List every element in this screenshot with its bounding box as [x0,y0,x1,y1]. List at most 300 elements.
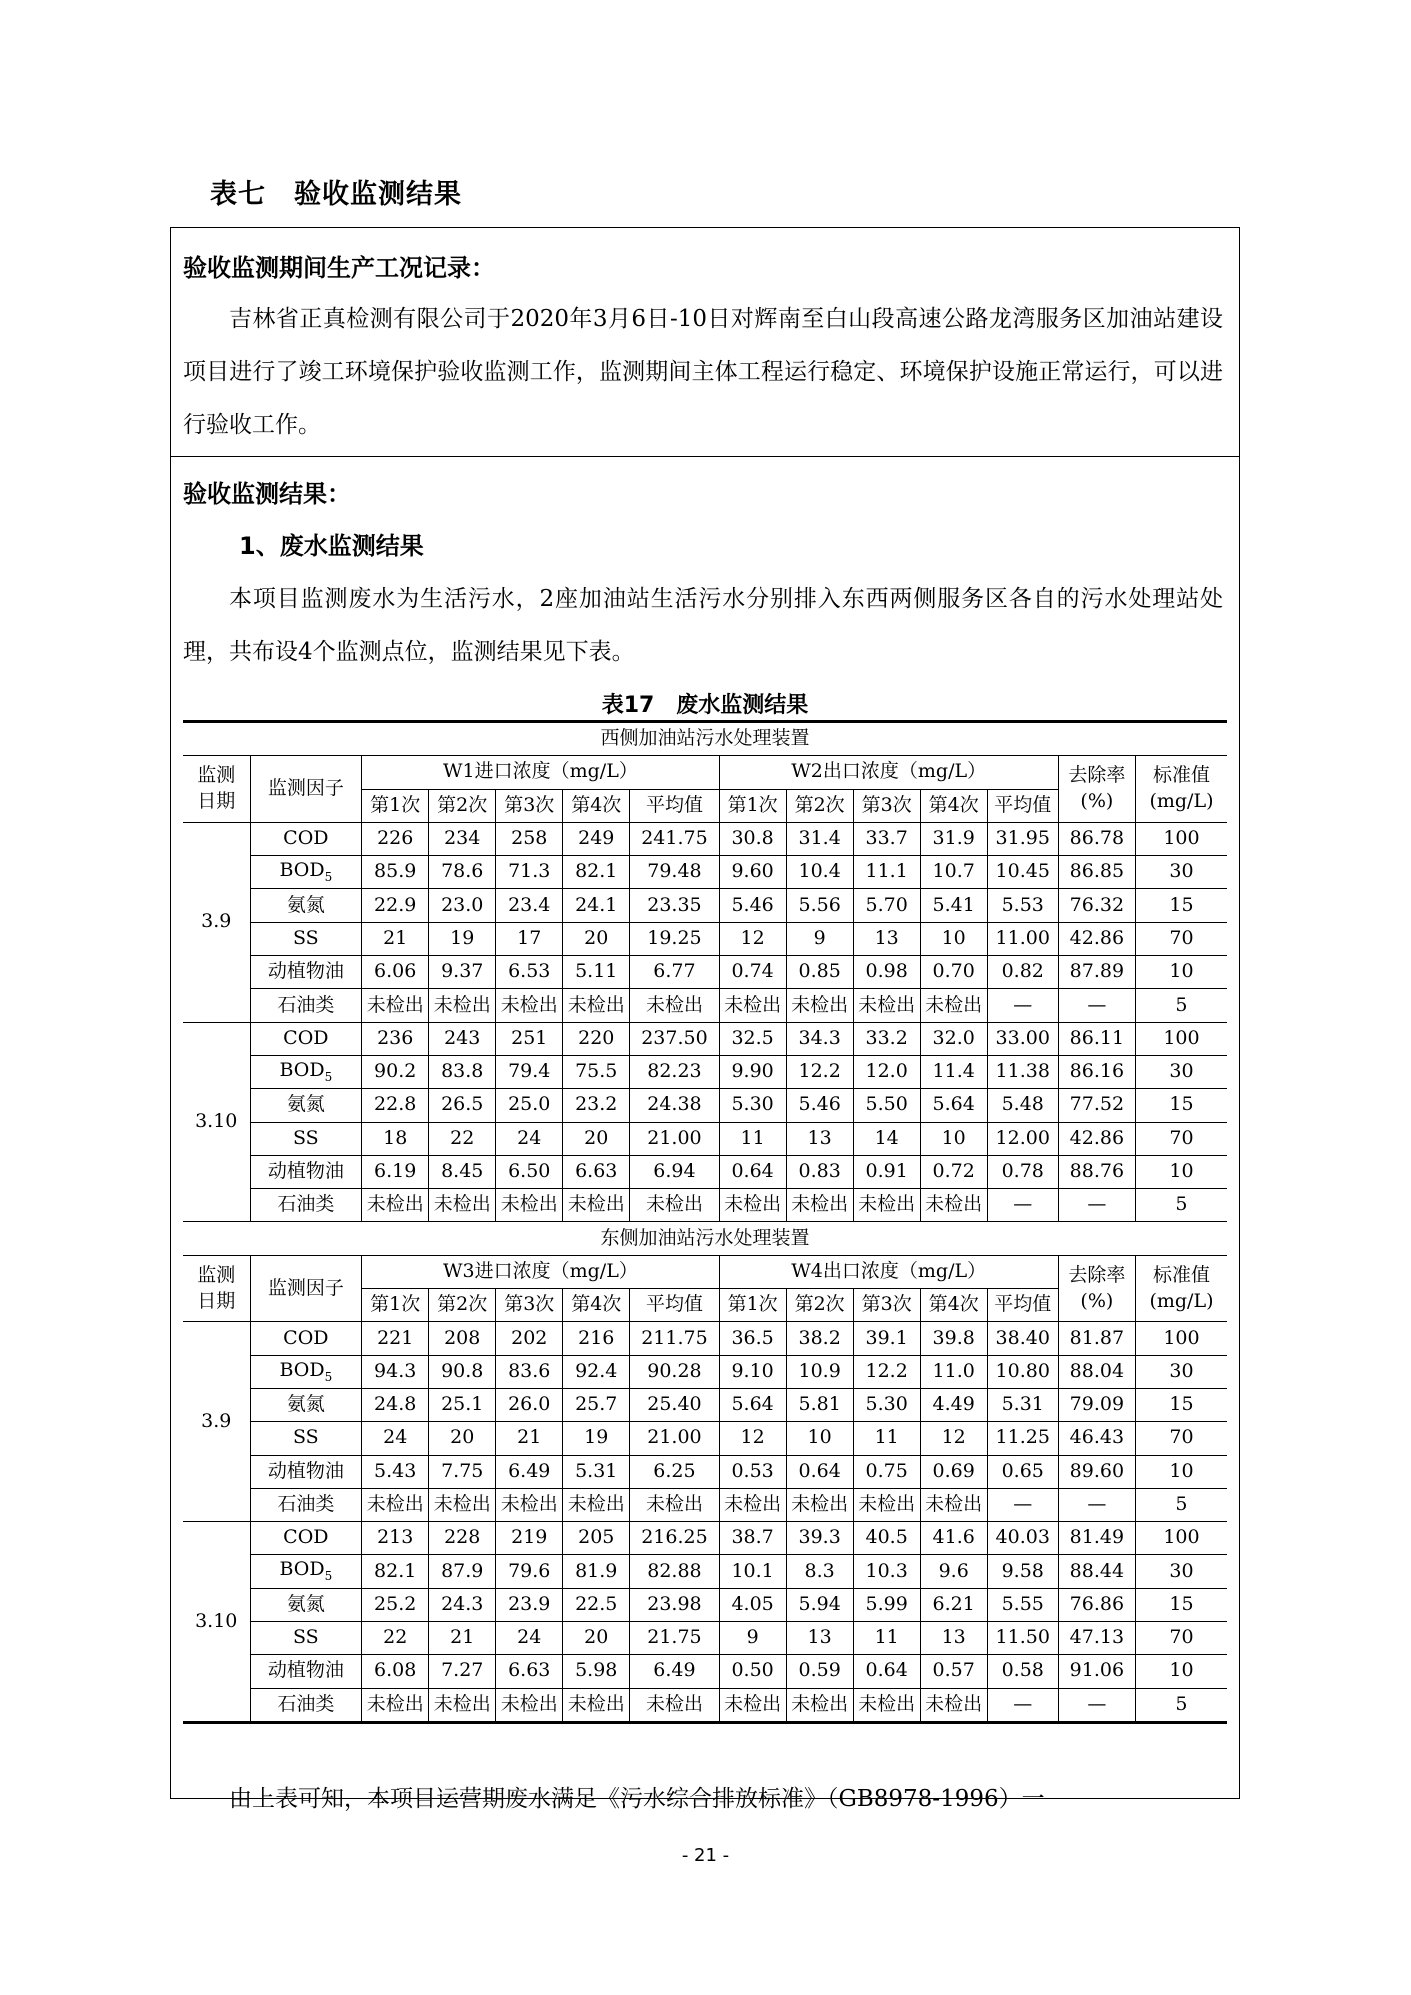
value-cell: 5.31 [987,1388,1058,1421]
value-cell: 11.0 [920,1355,987,1388]
value-cell: 未检出 [429,1488,496,1521]
value-cell: 6.08 [362,1655,429,1688]
value-cell: 5 [1135,989,1227,1022]
table-row [183,1488,1227,1521]
value-cell: 未检出 [362,1488,429,1521]
value-cell: 11.50 [987,1622,1058,1655]
header-standard: 标准值 (mg/L) [1135,1255,1227,1322]
value-cell: 36.5 [719,1322,786,1355]
table-row [183,1089,1227,1122]
header-row [183,1255,1227,1288]
header-average: 平均值 [987,789,1058,822]
value-cell: 8.3 [786,1555,853,1588]
value-cell: 9 [719,1622,786,1655]
value-cell: 0.57 [920,1655,987,1688]
value-cell: 5 [1135,1189,1227,1222]
table-row [183,1422,1227,1455]
value-cell: 未检出 [719,989,786,1022]
value-cell: 0.64 [853,1655,920,1688]
section-title-row [183,1222,1227,1255]
value-cell: 12 [920,1422,987,1455]
value-cell: 92.4 [563,1355,630,1388]
value-cell: 5.70 [853,889,920,922]
table-row [183,1688,1227,1722]
value-cell: 82.1 [362,1555,429,1588]
value-cell: 30 [1135,856,1227,889]
value-cell: 25.40 [630,1388,719,1421]
value-cell: 11.4 [920,1055,987,1088]
value-cell: 5.94 [786,1588,853,1621]
value-cell: 4.49 [920,1388,987,1421]
value-cell: 0.59 [786,1655,853,1688]
value-cell: 15 [1135,1588,1227,1621]
factor-cell: 动植物油 [250,1455,362,1488]
value-cell: 未检出 [630,1488,719,1521]
value-cell: 12.2 [853,1355,920,1388]
value-cell: 5.46 [719,889,786,922]
date-cell: 3.10 [183,1522,250,1723]
value-cell: 未检出 [920,989,987,1022]
value-cell: 86.16 [1058,1055,1135,1088]
header-run: 第1次 [362,1289,429,1322]
value-cell: 未检出 [362,989,429,1022]
value-cell: 33.00 [987,1022,1058,1055]
value-cell: 未检出 [429,1189,496,1222]
value-cell: 249 [563,822,630,855]
value-cell: 39.1 [853,1322,920,1355]
value-cell: 38.7 [719,1522,786,1555]
value-cell: 10 [1135,956,1227,989]
value-cell: 22.5 [563,1588,630,1621]
value-cell: 6.21 [920,1588,987,1621]
factor-cell: 氨氮 [250,1089,362,1122]
value-cell: 220 [563,1022,630,1055]
header-run: 第2次 [429,789,496,822]
value-cell: 10.3 [853,1555,920,1588]
value-cell: 未检出 [429,1688,496,1722]
value-cell: 未检出 [719,1488,786,1521]
value-cell: 未检出 [630,1189,719,1222]
value-cell: 24.38 [630,1089,719,1122]
value-cell: 未检出 [563,1488,630,1521]
table-row [183,856,1227,889]
factor-cell: SS [250,1122,362,1155]
value-cell: 0.69 [920,1455,987,1488]
value-cell: 10.7 [920,856,987,889]
value-cell: 22 [429,1122,496,1155]
factor-cell: SS [250,922,362,955]
header-date: 监测 日期 [183,756,250,823]
value-cell: 77.52 [1058,1089,1135,1122]
value-cell: 46.43 [1058,1422,1135,1455]
table-row [183,1622,1227,1655]
value-cell: 0.85 [786,956,853,989]
value-cell: 42.86 [1058,1122,1135,1155]
value-cell: 236 [362,1022,429,1055]
value-cell: 未检出 [362,1688,429,1722]
value-cell: 6.50 [496,1155,563,1188]
value-cell: 30 [1135,1055,1227,1088]
value-cell: 82.88 [630,1555,719,1588]
value-cell: 85.9 [362,856,429,889]
value-cell: 90.2 [362,1055,429,1088]
value-cell: 5.50 [853,1089,920,1122]
value-cell: 23.0 [429,889,496,922]
value-cell: 41.6 [920,1522,987,1555]
table-row [183,1655,1227,1688]
value-cell: 88.04 [1058,1355,1135,1388]
value-cell: 10.1 [719,1555,786,1588]
value-cell: — [1058,989,1135,1022]
value-cell: 251 [496,1022,563,1055]
value-cell: 19 [563,1422,630,1455]
value-cell: 6.49 [496,1455,563,1488]
wastewater-table [183,720,1227,1724]
value-cell: 0.53 [719,1455,786,1488]
value-cell: 100 [1135,822,1227,855]
value-cell: 32.5 [719,1022,786,1055]
value-cell: 22.8 [362,1089,429,1122]
value-cell: — [1058,1189,1135,1222]
value-cell: 5.64 [719,1388,786,1421]
date-cell: 3.10 [183,1022,250,1222]
value-cell: 25.7 [563,1388,630,1421]
value-cell: 24 [496,1622,563,1655]
table-row [183,1588,1227,1621]
value-cell: 31.9 [920,822,987,855]
header-inlet: W1进口浓度（mg/L） [362,756,719,789]
value-cell: 90.28 [630,1355,719,1388]
value-cell: 0.64 [786,1455,853,1488]
value-cell: 4.05 [719,1588,786,1621]
value-cell: 12.2 [786,1055,853,1088]
results-frame [170,227,1240,1812]
value-cell: 19 [429,922,496,955]
value-cell: 213 [362,1522,429,1555]
value-cell: 83.8 [429,1055,496,1088]
value-cell: 0.74 [719,956,786,989]
value-cell: 6.06 [362,956,429,989]
header-removal: 去除率 (%) [1058,756,1135,823]
value-cell: 11.25 [987,1422,1058,1455]
value-cell: 23.35 [630,889,719,922]
value-cell: 86.78 [1058,822,1135,855]
value-cell: 81.49 [1058,1522,1135,1555]
value-cell: 70 [1135,1122,1227,1155]
factor-cell: 石油类 [250,1189,362,1222]
value-cell: 100 [1135,1322,1227,1355]
value-cell: 5.81 [786,1388,853,1421]
value-cell: 18 [362,1122,429,1155]
value-cell: 79.09 [1058,1388,1135,1421]
value-cell: 31.95 [987,822,1058,855]
value-cell: — [987,1688,1058,1722]
value-cell: 42.86 [1058,922,1135,955]
value-cell: 未检出 [786,1688,853,1722]
table-row [183,822,1227,855]
value-cell: — [1058,1688,1135,1722]
value-cell: 86.11 [1058,1022,1135,1055]
header-run: 第3次 [853,1289,920,1322]
value-cell: 88.76 [1058,1155,1135,1188]
value-cell: 12.00 [987,1122,1058,1155]
value-cell: 未检出 [630,1688,719,1722]
value-cell: — [987,1488,1058,1521]
value-cell: 38.2 [786,1322,853,1355]
value-cell: 38.40 [987,1322,1058,1355]
value-cell: 33.2 [853,1022,920,1055]
value-cell: 22 [362,1622,429,1655]
value-cell: 241.75 [630,822,719,855]
section-label-results: 验收监测结果： [183,480,351,508]
value-cell: 未检出 [563,1189,630,1222]
factor-cell: COD [250,1322,362,1355]
value-cell: 13 [786,1122,853,1155]
conditions-paragraph: 吉林省正真检测有限公司于2020年3月6日-10日对辉南至白山段高速公路龙湾服务区加油站建设项目进行了竣工环境保护验收监测工作，监测期间主体工程运行稳定、环境保护设施正常运行，可以进行验收工作。 [183,306,1223,438]
value-cell: 0.82 [987,956,1058,989]
value-cell: 0.75 [853,1455,920,1488]
header-average: 平均值 [630,1289,719,1322]
value-cell: 26.0 [496,1388,563,1421]
value-cell: 未检出 [496,989,563,1022]
value-cell: 208 [429,1322,496,1355]
value-cell: 21.00 [630,1122,719,1155]
value-cell: 221 [362,1322,429,1355]
factor-cell: 氨氮 [250,889,362,922]
value-cell: 未检出 [429,989,496,1022]
header-run: 第1次 [362,789,429,822]
value-cell: 0.64 [719,1155,786,1188]
value-cell: 未检出 [853,1189,920,1222]
value-cell: 30 [1135,1555,1227,1588]
value-cell: 11.1 [853,856,920,889]
value-cell: 20 [563,1622,630,1655]
table-caption: 表17 废水监测结果 [601,693,809,718]
value-cell: 11 [719,1122,786,1155]
page-number: - 21 - [681,1845,730,1866]
factor-cell: 动植物油 [250,1655,362,1688]
value-cell: 94.3 [362,1355,429,1388]
table-row [183,1022,1227,1055]
value-cell: 9.90 [719,1055,786,1088]
value-cell: 6.94 [630,1155,719,1188]
value-cell: 未检出 [719,1688,786,1722]
value-cell: 未检出 [362,1189,429,1222]
value-cell: 5.55 [987,1588,1058,1621]
value-cell: 25.2 [362,1588,429,1621]
value-cell: 未检出 [920,1189,987,1222]
value-cell: 91.06 [1058,1655,1135,1688]
value-cell: 12 [719,1422,786,1455]
value-cell: 70 [1135,1422,1227,1455]
value-cell: 0.91 [853,1155,920,1188]
value-cell: 6.25 [630,1455,719,1488]
value-cell: 5.30 [719,1089,786,1122]
header-outlet: W2出口浓度（mg/L） [719,756,1058,789]
value-cell: 70 [1135,922,1227,955]
header-factor: 监测因子 [250,1255,362,1322]
value-cell: 5.64 [920,1089,987,1122]
table-row [183,1355,1227,1388]
value-cell: 76.32 [1058,889,1135,922]
value-cell: 15 [1135,889,1227,922]
value-cell: 205 [563,1522,630,1555]
value-cell: 71.3 [496,856,563,889]
value-cell: 0.58 [987,1655,1058,1688]
value-cell: 8.45 [429,1155,496,1188]
table-row [183,889,1227,922]
value-cell: — [1058,1488,1135,1521]
value-cell: 21.00 [630,1422,719,1455]
value-cell: 31.4 [786,822,853,855]
value-cell: 5.46 [786,1089,853,1122]
header-run: 第3次 [496,789,563,822]
section-title-row [183,722,1227,756]
value-cell: — [987,989,1058,1022]
value-cell: 243 [429,1022,496,1055]
header-standard: 标准值 (mg/L) [1135,756,1227,823]
factor-cell: 石油类 [250,989,362,1022]
factor-cell: $BOD_5$ [250,1055,362,1088]
value-cell: 23.4 [496,889,563,922]
header-date: 监测 日期 [183,1255,250,1322]
table-row [183,1122,1227,1155]
value-cell: 219 [496,1522,563,1555]
value-cell: 0.98 [853,956,920,989]
value-cell: 15 [1135,1089,1227,1122]
date-cell: 3.9 [183,1322,250,1522]
section-title: 西侧加油站污水处理装置 [183,722,1227,756]
header-run: 第2次 [786,789,853,822]
section-title: 东侧加油站污水处理装置 [183,1222,1227,1255]
value-cell: 0.83 [786,1155,853,1188]
value-cell: 未检出 [786,989,853,1022]
factor-cell: 氨氮 [250,1588,362,1621]
value-cell: 39.3 [786,1522,853,1555]
value-cell: 11 [853,1622,920,1655]
value-cell: 未检出 [786,1488,853,1521]
value-cell: 5.98 [563,1655,630,1688]
table-row [183,1555,1227,1588]
value-cell: 23.2 [563,1089,630,1122]
value-cell: 10.9 [786,1355,853,1388]
header-row [183,756,1227,789]
table-row [183,1055,1227,1088]
value-cell: 33.7 [853,822,920,855]
value-cell: 5.56 [786,889,853,922]
value-cell: 未检出 [496,1488,563,1521]
header-run: 第3次 [853,789,920,822]
value-cell: 81.87 [1058,1322,1135,1355]
value-cell: 87.89 [1058,956,1135,989]
factor-cell: SS [250,1622,362,1655]
value-cell: 未检出 [920,1688,987,1722]
value-cell: 5.30 [853,1388,920,1421]
value-cell: 5.99 [853,1588,920,1621]
value-cell: 24 [496,1122,563,1155]
table-row [183,1322,1227,1355]
value-cell: 10 [786,1422,853,1455]
value-cell: 11 [853,1422,920,1455]
value-cell: 24.1 [563,889,630,922]
value-cell: 12.0 [853,1055,920,1088]
value-cell: 21.75 [630,1622,719,1655]
header-run: 第1次 [719,1289,786,1322]
value-cell: 6.53 [496,956,563,989]
value-cell: 23.98 [630,1588,719,1621]
value-cell: — [987,1189,1058,1222]
value-cell: 81.9 [563,1555,630,1588]
value-cell: 14 [853,1122,920,1155]
value-cell: 82.1 [563,856,630,889]
value-cell: 211.75 [630,1322,719,1355]
factor-cell: COD [250,1522,362,1555]
value-cell: 11.00 [987,922,1058,955]
value-cell: 0.70 [920,956,987,989]
value-cell: 0.50 [719,1655,786,1688]
value-cell: 24 [362,1422,429,1455]
value-cell: 237.50 [630,1022,719,1055]
section-divider [171,456,1239,457]
header-outlet: W4出口浓度（mg/L） [719,1255,1058,1288]
value-cell: 13 [786,1622,853,1655]
value-cell: 10 [920,1122,987,1155]
value-cell: 23.9 [496,1588,563,1621]
value-cell: 90.8 [429,1355,496,1388]
header-run: 第4次 [563,789,630,822]
factor-cell: COD [250,822,362,855]
value-cell: 228 [429,1522,496,1555]
value-cell: 5.43 [362,1455,429,1488]
value-cell: 6.77 [630,956,719,989]
value-cell: 7.75 [429,1455,496,1488]
value-cell: 24.3 [429,1588,496,1621]
value-cell: 未检出 [786,1189,853,1222]
value-cell: 258 [496,822,563,855]
value-cell: 5 [1135,1488,1227,1521]
table-row [183,1189,1227,1222]
header-run: 第4次 [920,1289,987,1322]
value-cell: 5.41 [920,889,987,922]
value-cell: 0.72 [920,1155,987,1188]
header-run: 第2次 [429,1289,496,1322]
value-cell: 20 [563,1122,630,1155]
value-cell: 89.60 [1058,1455,1135,1488]
table-row [183,989,1227,1022]
header-run: 第4次 [563,1289,630,1322]
value-cell: 40.5 [853,1522,920,1555]
header-run: 第1次 [719,789,786,822]
value-cell: 未检出 [496,1688,563,1722]
value-cell: 5.48 [987,1089,1058,1122]
value-cell: 10 [1135,1455,1227,1488]
value-cell: 9.60 [719,856,786,889]
value-cell: 未检出 [853,989,920,1022]
value-cell: 40.03 [987,1522,1058,1555]
value-cell: 9.10 [719,1355,786,1388]
value-cell: 5.53 [987,889,1058,922]
value-cell: 9.58 [987,1555,1058,1588]
wastewater-paragraph: 本项目监测废水为生活污水，2座加油站生活污水分别排入东西两侧服务区各自的污水处理站处理，共布设4个监测点位，监测结果见下表。 [183,586,1223,665]
value-cell: 11.38 [987,1055,1058,1088]
value-cell: 87.9 [429,1555,496,1588]
value-cell: 70 [1135,1622,1227,1655]
header-run: 第3次 [496,1289,563,1322]
table-row [183,956,1227,989]
header-factor: 监测因子 [250,756,362,823]
value-cell: 76.86 [1058,1588,1135,1621]
value-cell: 10 [920,922,987,955]
